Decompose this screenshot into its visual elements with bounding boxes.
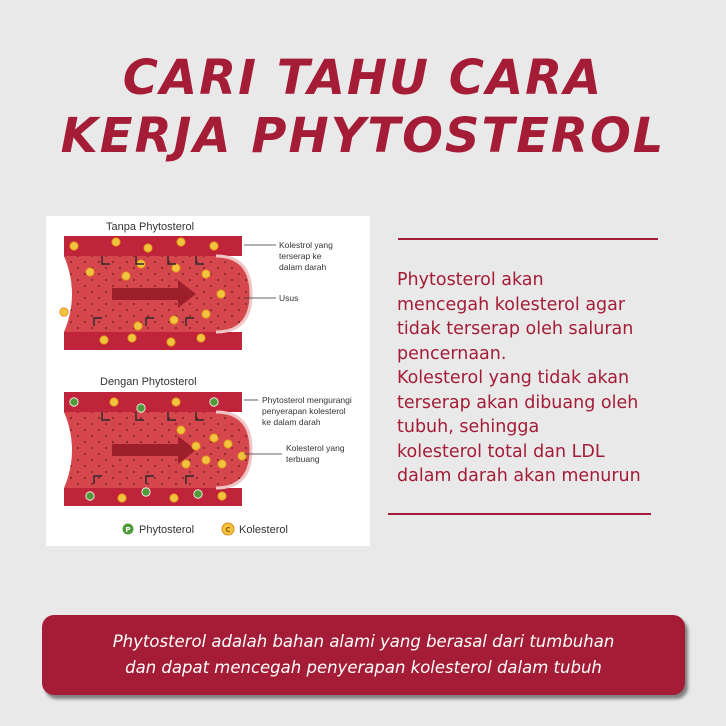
top-labels (244, 240, 333, 303)
description-line: terserap akan dibuang oleh (397, 392, 639, 413)
cholesterol-icon (128, 334, 136, 342)
cholesterol-icon (217, 290, 225, 298)
bottom-labels (244, 395, 352, 464)
phytosterol-icon (70, 398, 78, 406)
cholesterol-icon (177, 426, 185, 434)
cholesterol-icon (70, 242, 78, 250)
cholesterol-icon (192, 442, 200, 450)
cholesterol-icon (118, 494, 126, 502)
top-heading: Tanpa Phytosterol (106, 221, 195, 233)
title-line-1: CARI TAHU CARA (122, 50, 604, 106)
cholesterol-icon (172, 264, 180, 272)
legend-kolesterol-symbol: C (225, 526, 231, 534)
cholesterol-icon (202, 270, 210, 278)
phytosterol-icon (194, 490, 202, 498)
cholesterol-icon (197, 334, 205, 342)
description-line: dalam darah akan menurun (397, 466, 641, 486)
cholesterol-icon (112, 238, 120, 246)
cholesterol-icon (172, 398, 180, 406)
cholesterol-icon (170, 494, 178, 502)
cholesterol-icon (144, 244, 152, 252)
cholesterol-icon (110, 398, 118, 406)
cholesterol-icon (218, 492, 226, 500)
description-line: tubuh, sehingga (397, 417, 540, 437)
label-kolesterol-terserap-3: dalam darah (279, 262, 327, 272)
cholesterol-icon (167, 338, 175, 346)
cholesterol-icon (210, 434, 218, 442)
cholesterol-icon (224, 440, 232, 448)
cholesterol-icon (60, 308, 68, 316)
vessel-bottom (64, 392, 251, 506)
banner-line-1: Phytosterol adalah bahan alami yang berasal dari tumbuhan (112, 632, 615, 651)
phytosterol-icon (142, 488, 150, 496)
description-line: kolesterol total dan LDL (397, 441, 605, 462)
cholesterol-icon (238, 452, 246, 460)
legend-kolesterol: Kolesterol (239, 524, 288, 536)
divider-bottom (388, 513, 651, 515)
cholesterol-icon (177, 238, 185, 246)
diagram-svg (46, 216, 370, 546)
label-usus: Usus (279, 293, 299, 303)
description-line: Phytosterol akan (397, 270, 544, 290)
cholesterol-icon (182, 460, 190, 468)
cholesterol-icon (86, 268, 94, 276)
description-line: Kolesterol yang tidak akan (397, 368, 630, 388)
summary-banner (42, 615, 685, 695)
legend-phytosterol-symbol: P (125, 526, 131, 534)
divider-top (398, 238, 658, 240)
phytosterol-icon (137, 404, 145, 412)
label-phytosterol-mengurangi-1: Phytosterol mengurangi (262, 395, 352, 405)
label-kolesterol-terbuang-2: terbuang (286, 454, 320, 464)
label-kolesterol-terserap-1: Kolestrol yang (279, 240, 333, 250)
phytosterol-icon (86, 492, 94, 500)
label-kolesterol-terserap-2: terserap ke (279, 251, 322, 261)
cholesterol-icon (170, 316, 178, 324)
legend-phytosterol: Phytosterol (139, 524, 195, 536)
cholesterol-icon (202, 310, 210, 318)
phytosterol-diagram (46, 216, 370, 546)
cholesterol-icon (134, 322, 142, 330)
bottom-heading: Dengan Phytosterol (100, 376, 197, 388)
legend (122, 523, 288, 536)
cholesterol-icon (210, 242, 218, 250)
cholesterol-icon (218, 460, 226, 468)
title-line-2: KERJA PHYTOSTEROL (60, 108, 666, 164)
description-line: pencernaan. (397, 343, 507, 364)
label-phytosterol-mengurangi-2: penyerapan kolesterol (262, 406, 346, 416)
description-line: mencegah kolesterol agar (397, 294, 626, 315)
banner-line-2: dan dapat mencegah penyerapan kolesterol dalam tubuh (125, 658, 602, 677)
cholesterol-icon (100, 336, 108, 344)
cholesterol-icon (122, 272, 130, 280)
label-phytosterol-mengurangi-3: ke dalam darah (262, 417, 321, 427)
description (397, 268, 717, 489)
label-kolesterol-terbuang-1: Kolesterol yang (286, 443, 345, 453)
description-line: tidak terserap oleh saluran (397, 319, 634, 339)
phytosterol-icon (210, 398, 218, 406)
cholesterol-icon (202, 456, 210, 464)
